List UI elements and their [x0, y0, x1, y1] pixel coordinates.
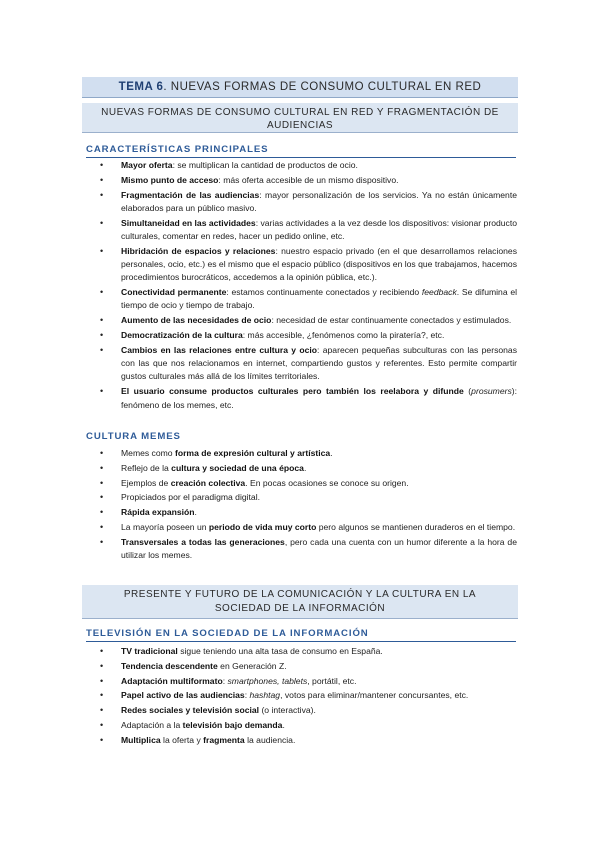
section-title-1-line2: AUDIENCIAS	[266, 120, 334, 131]
list-item: • Papel activo de las audiencias: hashtag, votos para eliminar/mantener concursantes, etc.	[90, 689, 517, 702]
list-item: • Mismo punto de acceso: más oferta accesible de un mismo dispositivo.	[90, 174, 517, 187]
list-item: • Redes sociales y televisión social (o interactiva).	[90, 704, 517, 717]
list-item: • Memes como forma de expresión cultural y artística.	[90, 447, 517, 460]
section-title-band-1	[82, 103, 518, 133]
list-item: • Adaptación a la televisión bajo demanda.	[90, 719, 517, 732]
list-item: • Tendencia descendente en Generación Z.	[90, 660, 517, 673]
heading-caracteristicas: CARACTERÍSTICAS PRINCIPALES	[86, 144, 516, 158]
heading-cultura-memes: CULTURA MEMES	[86, 431, 181, 442]
section-title-1-line1: NUEVAS FORMAS DE CONSUMO CULTURAL EN RED Y FRAGMENTACIÓN DE	[101, 107, 499, 118]
list-item: • Fragmentación de las audiencias: mayor personalización de los servicios. Ya no están únicamente elaborados para un público masivo.	[90, 189, 517, 216]
list-item: • Conectividad permanente: estamos continuamente conectados y recibiendo feedback. Se difumina el tiempo de ocio y tiempo de trabajo.	[90, 286, 517, 313]
list-item: • TV tradicional sigue teniendo una alta tasa de consumo en España.	[90, 645, 517, 658]
list-item: • Multiplica la oferta y fragmenta la audiencia.	[90, 734, 517, 747]
section-title-band-2	[82, 585, 518, 619]
heading-television: TELEVISIÓN EN LA SOCIEDAD DE LA INFORMACIÓN	[86, 628, 516, 642]
list-item: • La mayoría poseen un periodo de vida muy corto pero algunos se mantienen duraderos en el tiempo.	[90, 521, 517, 534]
list-item: • El usuario consume productos culturales pero también los reelabora y difunde (prosumers): fenómeno de los memes, etc.	[90, 385, 517, 412]
list-item: • Adaptación multiformato: smartphones, tablets, portátil, etc.	[90, 675, 517, 688]
memes-list	[90, 447, 517, 564]
list-item: • Transversales a todas las generaciones, pero cada una cuenta con un humor diferente a la hora de utilizar los memes.	[90, 536, 517, 563]
list-item: • Aumento de las necesidades de ocio: necesidad de estar continuamente conectados y estimulados.	[90, 314, 517, 327]
chapter-title-band	[82, 77, 518, 98]
television-list	[90, 645, 517, 749]
list-item: • Ejemplos de creación colectiva. En pocas ocasiones se conoce su origen.	[90, 477, 517, 490]
chapter-number: TEMA 6	[118, 81, 164, 93]
list-item: • Hibridación de espacios y relaciones: nuestro espacio privado (en el que desarrollamos relaciones personales, ocio, etc.) es el mismo que el espacio público (dispositivos en los que trabajamos, hacemos procedimientos burocráticos, accedemos a la opinión pública, etc.).	[90, 245, 517, 285]
list-item: • Simultaneidad en las actividades: varias actividades a la vez desde los dispositivos: visionar producto culturales, comentar en redes, hacer un pedido online, etc.	[90, 217, 517, 244]
list-item: • Rápida expansión.	[90, 506, 517, 519]
list-item: • Democratización de la cultura: más accesible, ¿fenómenos como la piratería?, etc.	[90, 329, 517, 342]
list-item: • Propiciados por el paradigma digital.	[90, 491, 517, 504]
section-title-2-line1: PRESENTE Y FUTURO DE LA COMUNICACIÓN Y LA CULTURA EN LA	[123, 589, 477, 600]
caracteristicas-list	[90, 159, 517, 413]
list-item: • Cambios en las relaciones entre cultura y ocio: aparecen pequeñas subculturas con las personas con las que nos relacionamos en internet, compartiendo gustos y referentes. Esto permite compartir gustos culturales más allá de los límites territoriales.	[90, 344, 517, 384]
list-item: • Reflejo de la cultura y sociedad de una época.	[90, 462, 517, 475]
list-item: • Mayor oferta: se multiplican la cantidad de productos de ocio.	[90, 159, 517, 172]
section-title-2-line2: SOCIEDAD DE LA INFORMACIÓN	[214, 603, 386, 614]
chapter-title: . NUEVAS FORMAS DE CONSUMO CULTURAL EN RED	[163, 81, 482, 93]
